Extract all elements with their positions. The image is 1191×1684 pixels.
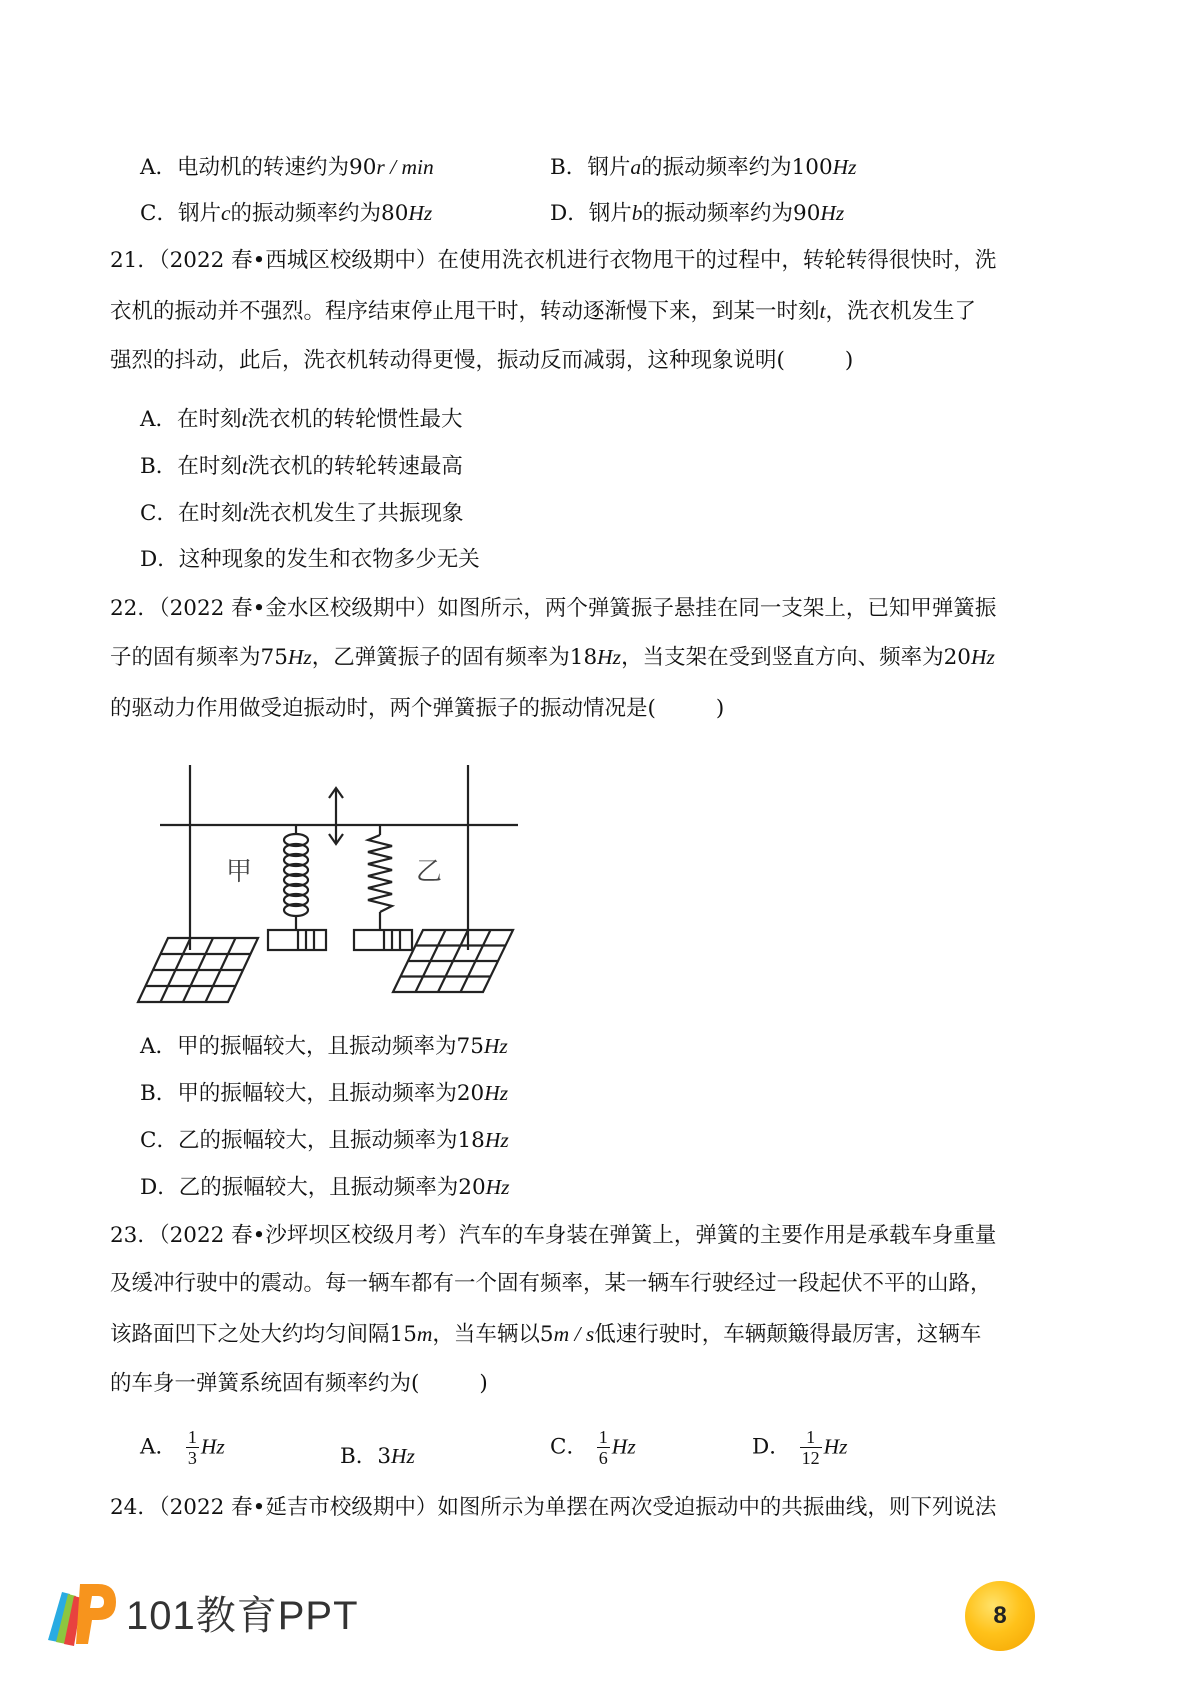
spring-left-coil (284, 834, 308, 916)
page-number: 8 (993, 1602, 1007, 1629)
logo-mark-icon (40, 1570, 120, 1650)
spring-right-zigzag (368, 835, 392, 912)
page-number-badge (965, 1581, 1035, 1651)
q23-option-c: C． $\frac{1}{6}$ Hz (550, 1427, 636, 1468)
fraction: $\frac{1}{12}$ (801, 1427, 820, 1468)
q21-option-d: D．这种现象的发生和衣物多少无关 (140, 547, 480, 572)
q22-option-c: C．乙的振幅较大，且振动频率为18Hz (140, 1128, 509, 1153)
q21-option-c: C．在时刻t洗衣机发生了共振现象 (140, 501, 464, 526)
q23-option-a: A． $\frac{1}{3}$ Hz (140, 1427, 225, 1468)
q20-option-d: D．钢片b的振动频率约为90Hz (550, 201, 845, 226)
label-yi: 乙 (416, 857, 443, 887)
q21-line-2: 衣机的振动并不强烈。程序结束停止甩干时，转动逐渐慢下来，到某一时刻t，洗衣机发生了 (110, 299, 977, 324)
spring-oscillator-figure (118, 760, 538, 1005)
q23-option-d: D． $\frac{1}{12}$ Hz (752, 1427, 848, 1468)
fraction: $\frac{1}{6}$ (598, 1427, 608, 1468)
q20-option-c: C．钢片c的振动频率约为80Hz (140, 201, 433, 226)
q21-line-3: 强烈的抖动，此后，洗衣机转动得更慢，振动反而减弱，这种现象说明( ) (110, 348, 854, 373)
q23-line-3: 该路面凹下之处大约均匀间隔15m，当车辆以5m / s低速行驶时，车辆颠簸得最厉害，这辆车 (110, 1322, 982, 1347)
label-jia: 甲 (226, 857, 253, 887)
q23-line-4: 的车身一弹簧系统固有频率约为( ) (110, 1371, 488, 1396)
q24-line-1: 24．（2022 春•延吉市校级期中）如图所示为单摆在两次受迫振动中的共振曲线，则下列说法 (110, 1495, 997, 1520)
q23-line-2: 及缓冲行驶中的震动。每一辆车都有一个固有频率，某一辆车行驶经过一段起伏不平的山路， (110, 1271, 992, 1296)
brand-name: 101教育PPT (126, 1594, 359, 1638)
base-grid-left (138, 938, 258, 1002)
fraction: $\frac{1}{3}$ (187, 1427, 197, 1468)
q23-option-b: B．3Hz (340, 1444, 415, 1469)
q20-option-b: B．钢片a的振动频率约为100Hz (550, 155, 857, 180)
q22-line-1: 22．（2022 春•金水区校级期中）如图所示，两个弹簧振子悬挂在同一支架上，已知甲弹簧振 (110, 596, 997, 621)
q21-line-1: 21．（2022 春•西城区校级期中）在使用洗衣机进行衣物甩干的过程中，转轮转得很快时，洗 (110, 248, 997, 273)
q22-option-b: B．甲的振幅较大，且振动频率为20Hz (140, 1081, 509, 1106)
q21-option-a: A．在时刻t洗衣机的转轮惯性最大 (140, 407, 463, 432)
q22-option-a: A．甲的振幅较大，且振动频率为75Hz (140, 1034, 508, 1059)
brand-logo (40, 1570, 360, 1650)
q20-option-a: A．电动机的转速约为90r / min (140, 155, 434, 180)
q22-option-d: D．乙的振幅较大，且振动频率为20Hz (140, 1175, 510, 1200)
q23-line-1: 23．（2022 春•沙坪坝区校级月考）汽车的车身装在弹簧上，弹簧的主要作用是承载车身重量 (110, 1223, 997, 1248)
q22-line-3: 的驱动力作用做受迫振动时，两个弹簧振子的振动情况是( ) (110, 696, 725, 721)
q21-option-b: B．在时刻t洗衣机的转轮转速最高 (140, 454, 463, 479)
q22-line-2: 子的固有频率为75Hz，乙弹簧振子的固有频率为18Hz，当支架在受到竖直方向、频率为20Hz (110, 645, 995, 670)
